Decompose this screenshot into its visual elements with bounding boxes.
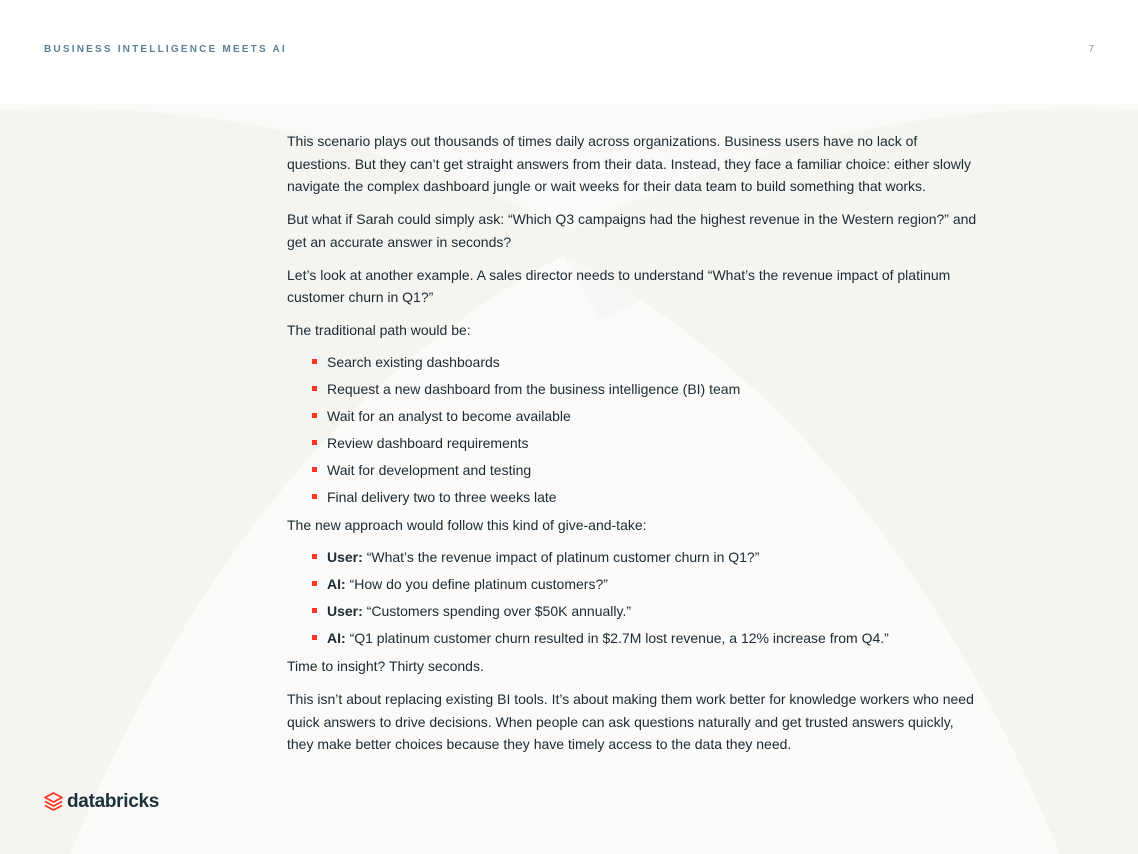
list-item: Wait for an analyst to become available bbox=[327, 406, 977, 426]
traditional-steps-list bbox=[287, 352, 977, 507]
paragraph: The new approach would follow this kind of give-and-take: bbox=[287, 517, 647, 533]
list-item: Final delivery two to three weeks late bbox=[327, 487, 977, 507]
page-number: 7 bbox=[1088, 44, 1094, 55]
paragraph: This scenario plays out thousands of times daily across organizations. Business users have no lack of questions. But they can’t get straight answers from their data. Instead, they face a familiar choice: either slowly navigate the complex dashboard jungle or wait weeks for their data team to build something that works. bbox=[287, 133, 972, 194]
dialogue-text: “Q1 platinum customer churn resulted in $2.7M lost revenue, a 12% increase from Q4.” bbox=[349, 630, 889, 646]
dialogue-list bbox=[287, 547, 977, 648]
list-item: Wait for development and testing bbox=[327, 460, 977, 480]
speaker-label: User: bbox=[327, 603, 363, 619]
paragraph: Time to insight? Thirty seconds. bbox=[287, 658, 484, 674]
dialogue-text: “How do you define platinum customers?” bbox=[349, 576, 608, 592]
list-item: Review dashboard requirements bbox=[327, 433, 977, 453]
databricks-logo bbox=[44, 791, 159, 813]
speaker-label: AI: bbox=[327, 576, 346, 592]
dialogue-text: “Customers spending over $50K annually.” bbox=[366, 603, 632, 619]
paragraph: Let’s look at another example. A sales director needs to understand “What’s the revenue impact of platinum customer churn in Q1?” bbox=[287, 266, 951, 305]
dialogue-item bbox=[327, 628, 977, 648]
paragraph: But what if Sarah could simply ask: “Which Q3 campaigns had the highest revenue in the Western region?” and get an accurate answer in seconds? bbox=[287, 211, 977, 250]
databricks-layers-icon bbox=[44, 792, 63, 812]
speaker-label: User: bbox=[327, 549, 363, 565]
paragraph: This isn’t about replacing existing BI tools. It’s about making them work better for knowledge workers who need quick answers to drive decisions. When people can ask questions naturally and get trusted answers quickly, they make better choices because they have timely access to the data they need. bbox=[287, 691, 974, 752]
dialogue-item bbox=[327, 601, 977, 621]
page-header bbox=[0, 0, 1138, 104]
article-body bbox=[287, 130, 977, 766]
dialogue-item bbox=[327, 547, 977, 567]
speaker-label: AI: bbox=[327, 630, 346, 646]
list-item: Request a new dashboard from the business intelligence (BI) team bbox=[327, 379, 977, 399]
dialogue-text: “What’s the revenue impact of platinum customer churn in Q1?” bbox=[366, 549, 760, 565]
list-item: Search existing dashboards bbox=[327, 352, 977, 372]
header-title: BUSINESS INTELLIGENCE MEETS AI bbox=[44, 44, 287, 55]
paragraph: The traditional path would be: bbox=[287, 322, 471, 338]
dialogue-item bbox=[327, 574, 977, 594]
logo-wordmark: databricks bbox=[67, 791, 160, 812]
